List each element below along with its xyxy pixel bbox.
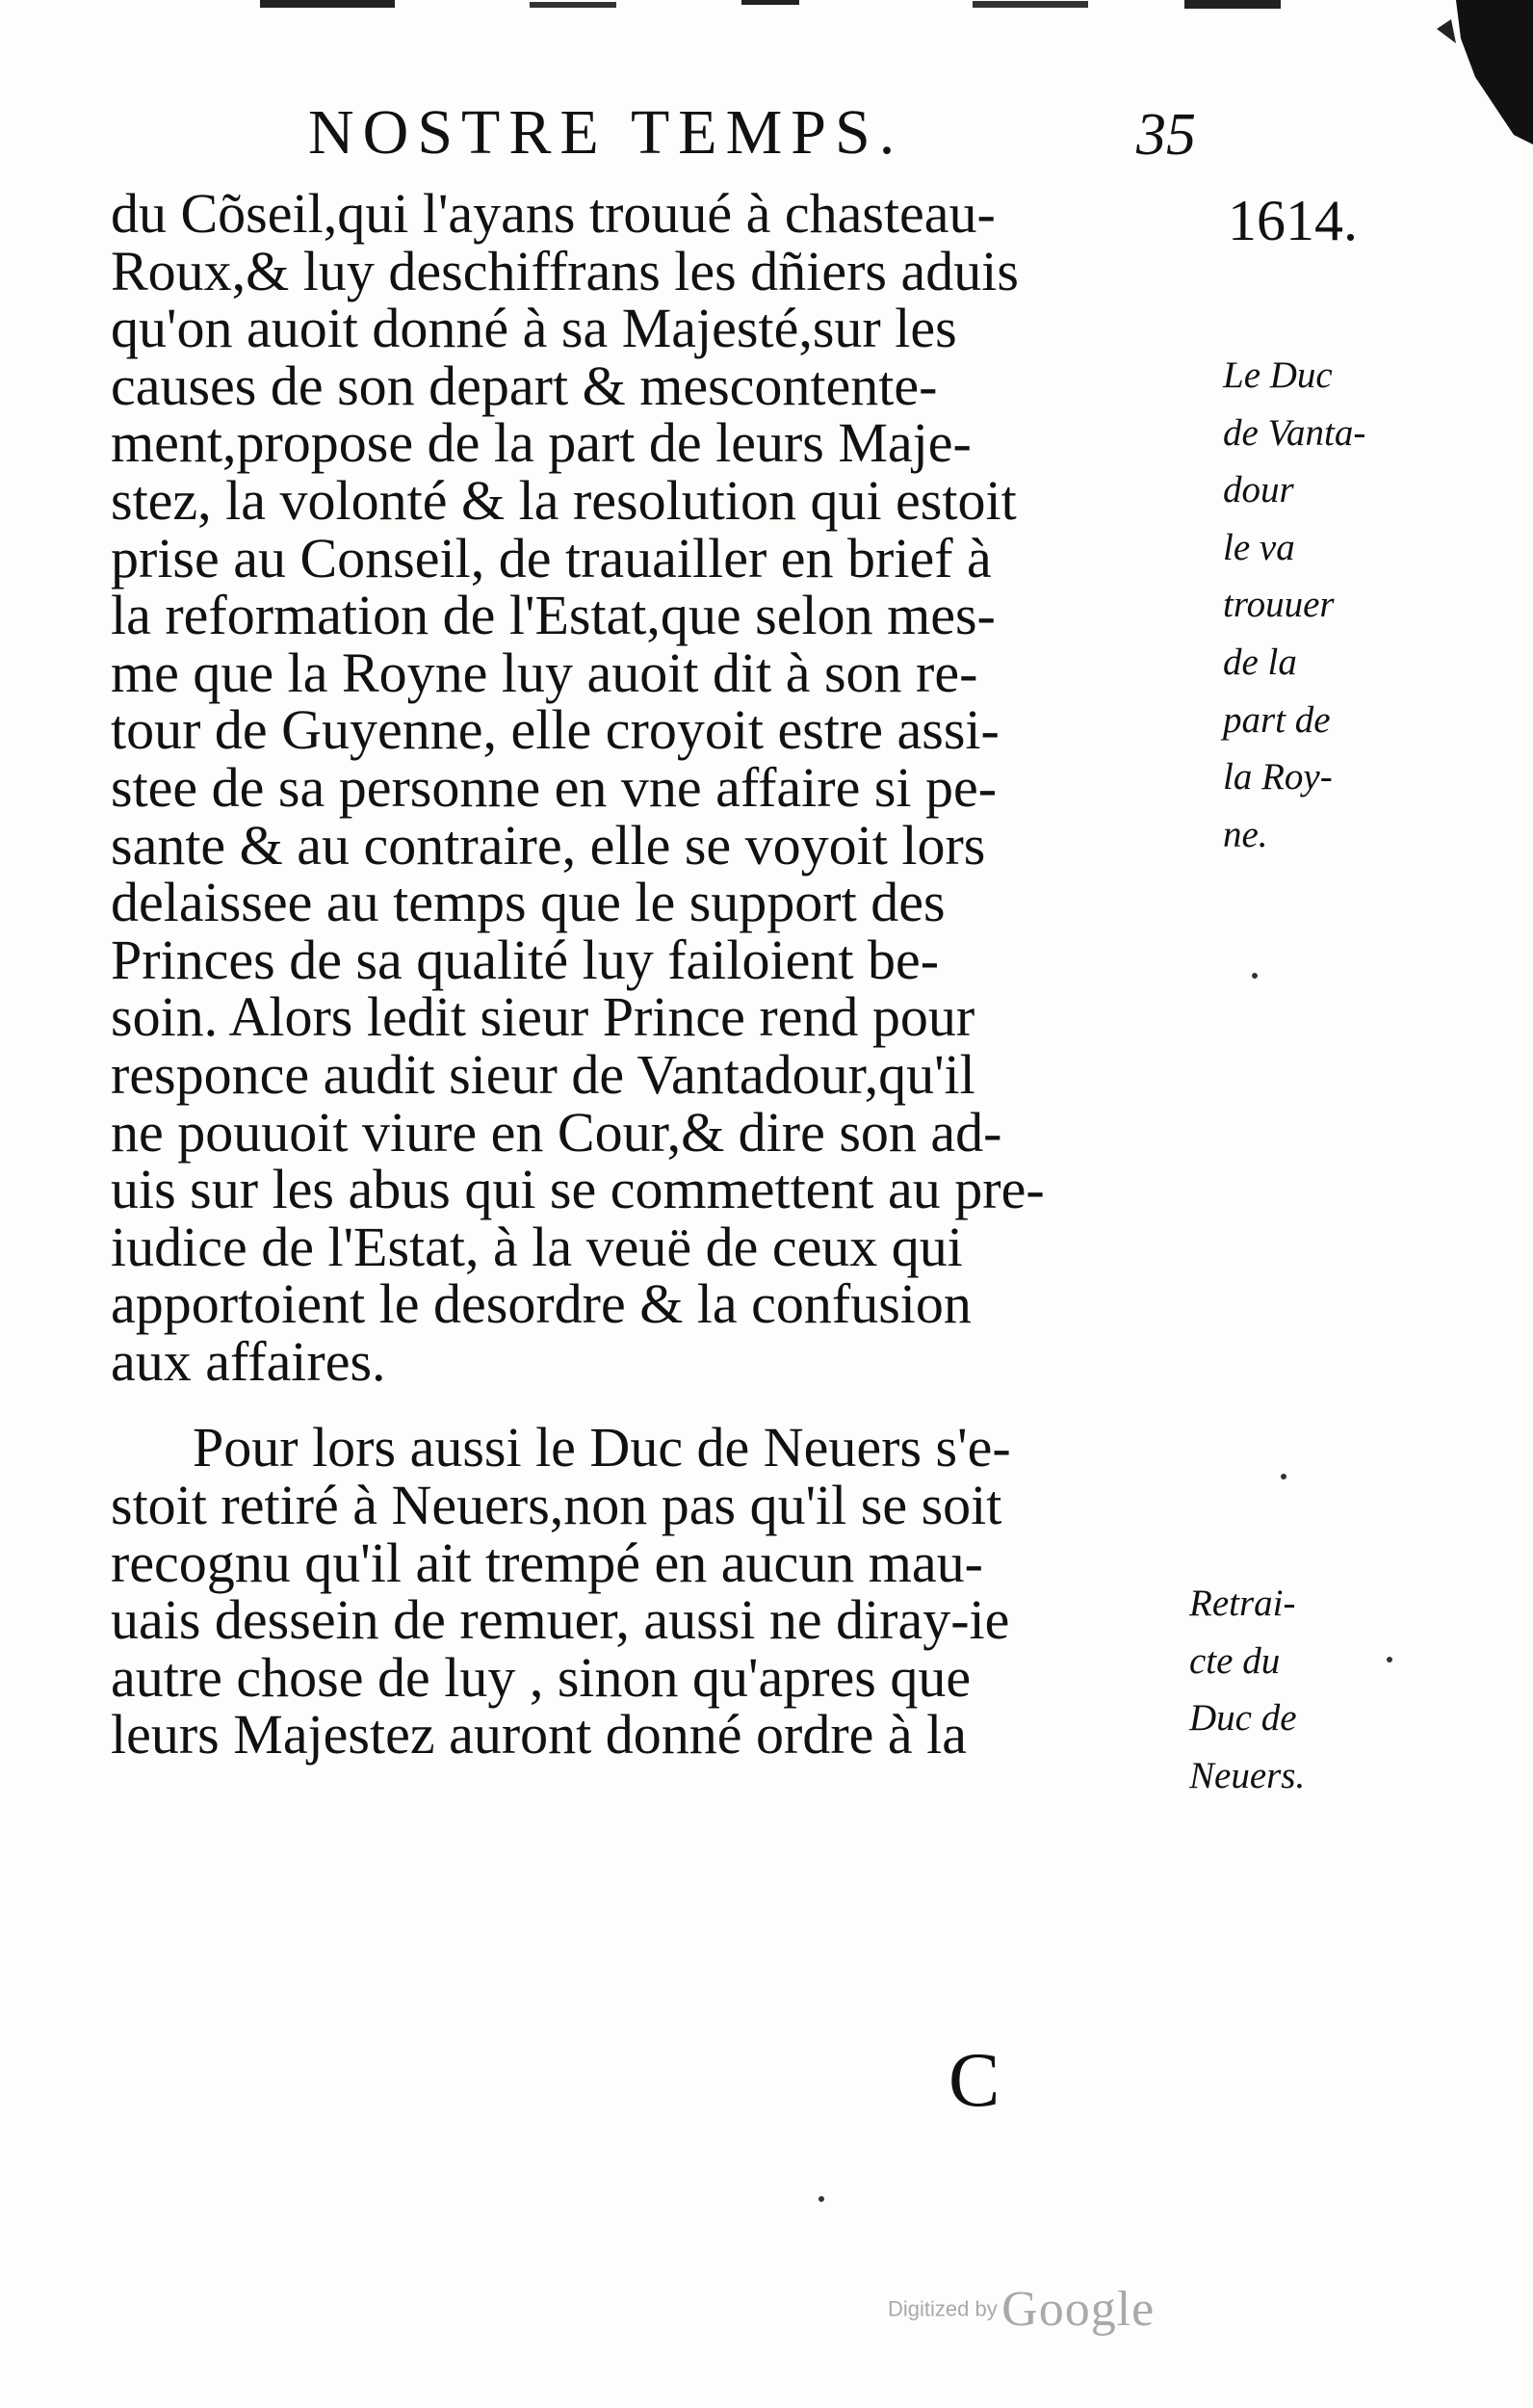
signature-mark: C xyxy=(948,2038,1000,2123)
text-line: soin. Alors ledit sieur Prince rend pour xyxy=(111,985,975,1049)
ink-speck xyxy=(818,2196,824,2202)
margin-note-line: de la xyxy=(1223,641,1297,683)
margin-note-line: la Roy- xyxy=(1223,756,1333,798)
running-head: NOSTRE TEMPS. xyxy=(308,97,904,168)
margin-year: 1614. xyxy=(1228,189,1358,252)
text-line: leurs Majestez auront donné ordre à la xyxy=(111,1703,967,1767)
top-edge-specks xyxy=(241,0,1300,39)
margin-note-line: le va xyxy=(1223,526,1295,568)
text-line: uis sur les abus qui se commettent au pre- xyxy=(111,1158,1045,1221)
text-line: causes de son depart & mescontente- xyxy=(111,353,938,417)
margin-note-neuers xyxy=(1189,1575,1305,1804)
text-line: uais dessein de remuer, aussi ne diray-ie xyxy=(111,1588,1010,1652)
text-line: iudice de l'Estat, à la veuë de ceux qui xyxy=(111,1215,963,1278)
text-line: ne pouuoit viure en Cour,& dire son ad- xyxy=(111,1100,1002,1164)
margin-note-line: ne. xyxy=(1223,813,1268,855)
page-number: 35 xyxy=(1136,102,1196,168)
ink-speck xyxy=(1387,1657,1392,1662)
text-line: qu'on auoit donné à sa Majesté,sur les xyxy=(111,297,957,360)
text-line: autre chose de luy , sinon qu'apres que xyxy=(111,1645,972,1709)
text-line: Roux,& luy deschiffrans les dñiers aduis xyxy=(111,239,1019,302)
margin-note-line: Retrai- xyxy=(1189,1583,1296,1624)
margin-note-line: cte du xyxy=(1189,1639,1281,1682)
text-line: stez, la volonté & la resolution qui estoit xyxy=(111,468,1017,532)
margin-note-line: Neuers. xyxy=(1189,1754,1306,1796)
watermark-prefix: Digitized by xyxy=(888,2296,998,2321)
text-line: recognu qu'il ait trempé en aucun mau- xyxy=(111,1531,983,1594)
margin-note-line: de Vanta- xyxy=(1223,411,1366,454)
text-line: me que la Royne luy auoit dit à son re- xyxy=(111,641,978,704)
text-line: ment,propose de la part de leurs Maje- xyxy=(111,411,972,475)
text-line: Pour lors aussi le Duc de Neuers s'e- xyxy=(193,1416,1011,1479)
text-line: stee de sa personne en vne affaire si pe- xyxy=(111,755,998,819)
text-line: delaissee au temps que le support des xyxy=(111,871,946,934)
paragraph-gap xyxy=(111,1390,1189,1419)
body-text xyxy=(111,182,1189,1767)
margin-note-line: dour xyxy=(1223,469,1294,511)
ink-speck xyxy=(1252,973,1258,979)
text-line: aux affaires. xyxy=(111,1329,386,1393)
google-logo: Google xyxy=(1001,2282,1156,2337)
text-line: sante & au contraire, elle se voyoit lors xyxy=(111,813,986,877)
text-line: la reformation de l'Estat,que selon mes- xyxy=(111,584,996,647)
text-line: du Cõseil,qui l'ayans trouué à chasteau- xyxy=(111,182,996,245)
margin-note-line: part de xyxy=(1223,698,1331,741)
margin-note-line: Le Duc xyxy=(1223,354,1333,396)
margin-note-line: Duc de xyxy=(1189,1697,1297,1740)
digitized-watermark xyxy=(888,2281,1155,2338)
text-line: stoit retiré à Neuers,non pas qu'il se soit xyxy=(111,1474,1002,1537)
corner-ink-blot xyxy=(1417,0,1533,144)
ink-speck xyxy=(1281,1474,1286,1479)
text-line: tour de Guyenne, elle croyoit estre assi- xyxy=(111,698,1000,762)
text-line: responce audit sieur de Vantadour,qu'il xyxy=(111,1042,975,1106)
margin-note-vantadour xyxy=(1223,347,1365,863)
margin-note-line: trouuer xyxy=(1223,584,1335,626)
text-line: prise au Conseil, de trauailler en brief à xyxy=(111,526,992,589)
text-line: Princes de sa qualité luy failoient be- xyxy=(111,928,940,991)
text-line: apportoient le desordre & la confusion xyxy=(111,1272,972,1336)
